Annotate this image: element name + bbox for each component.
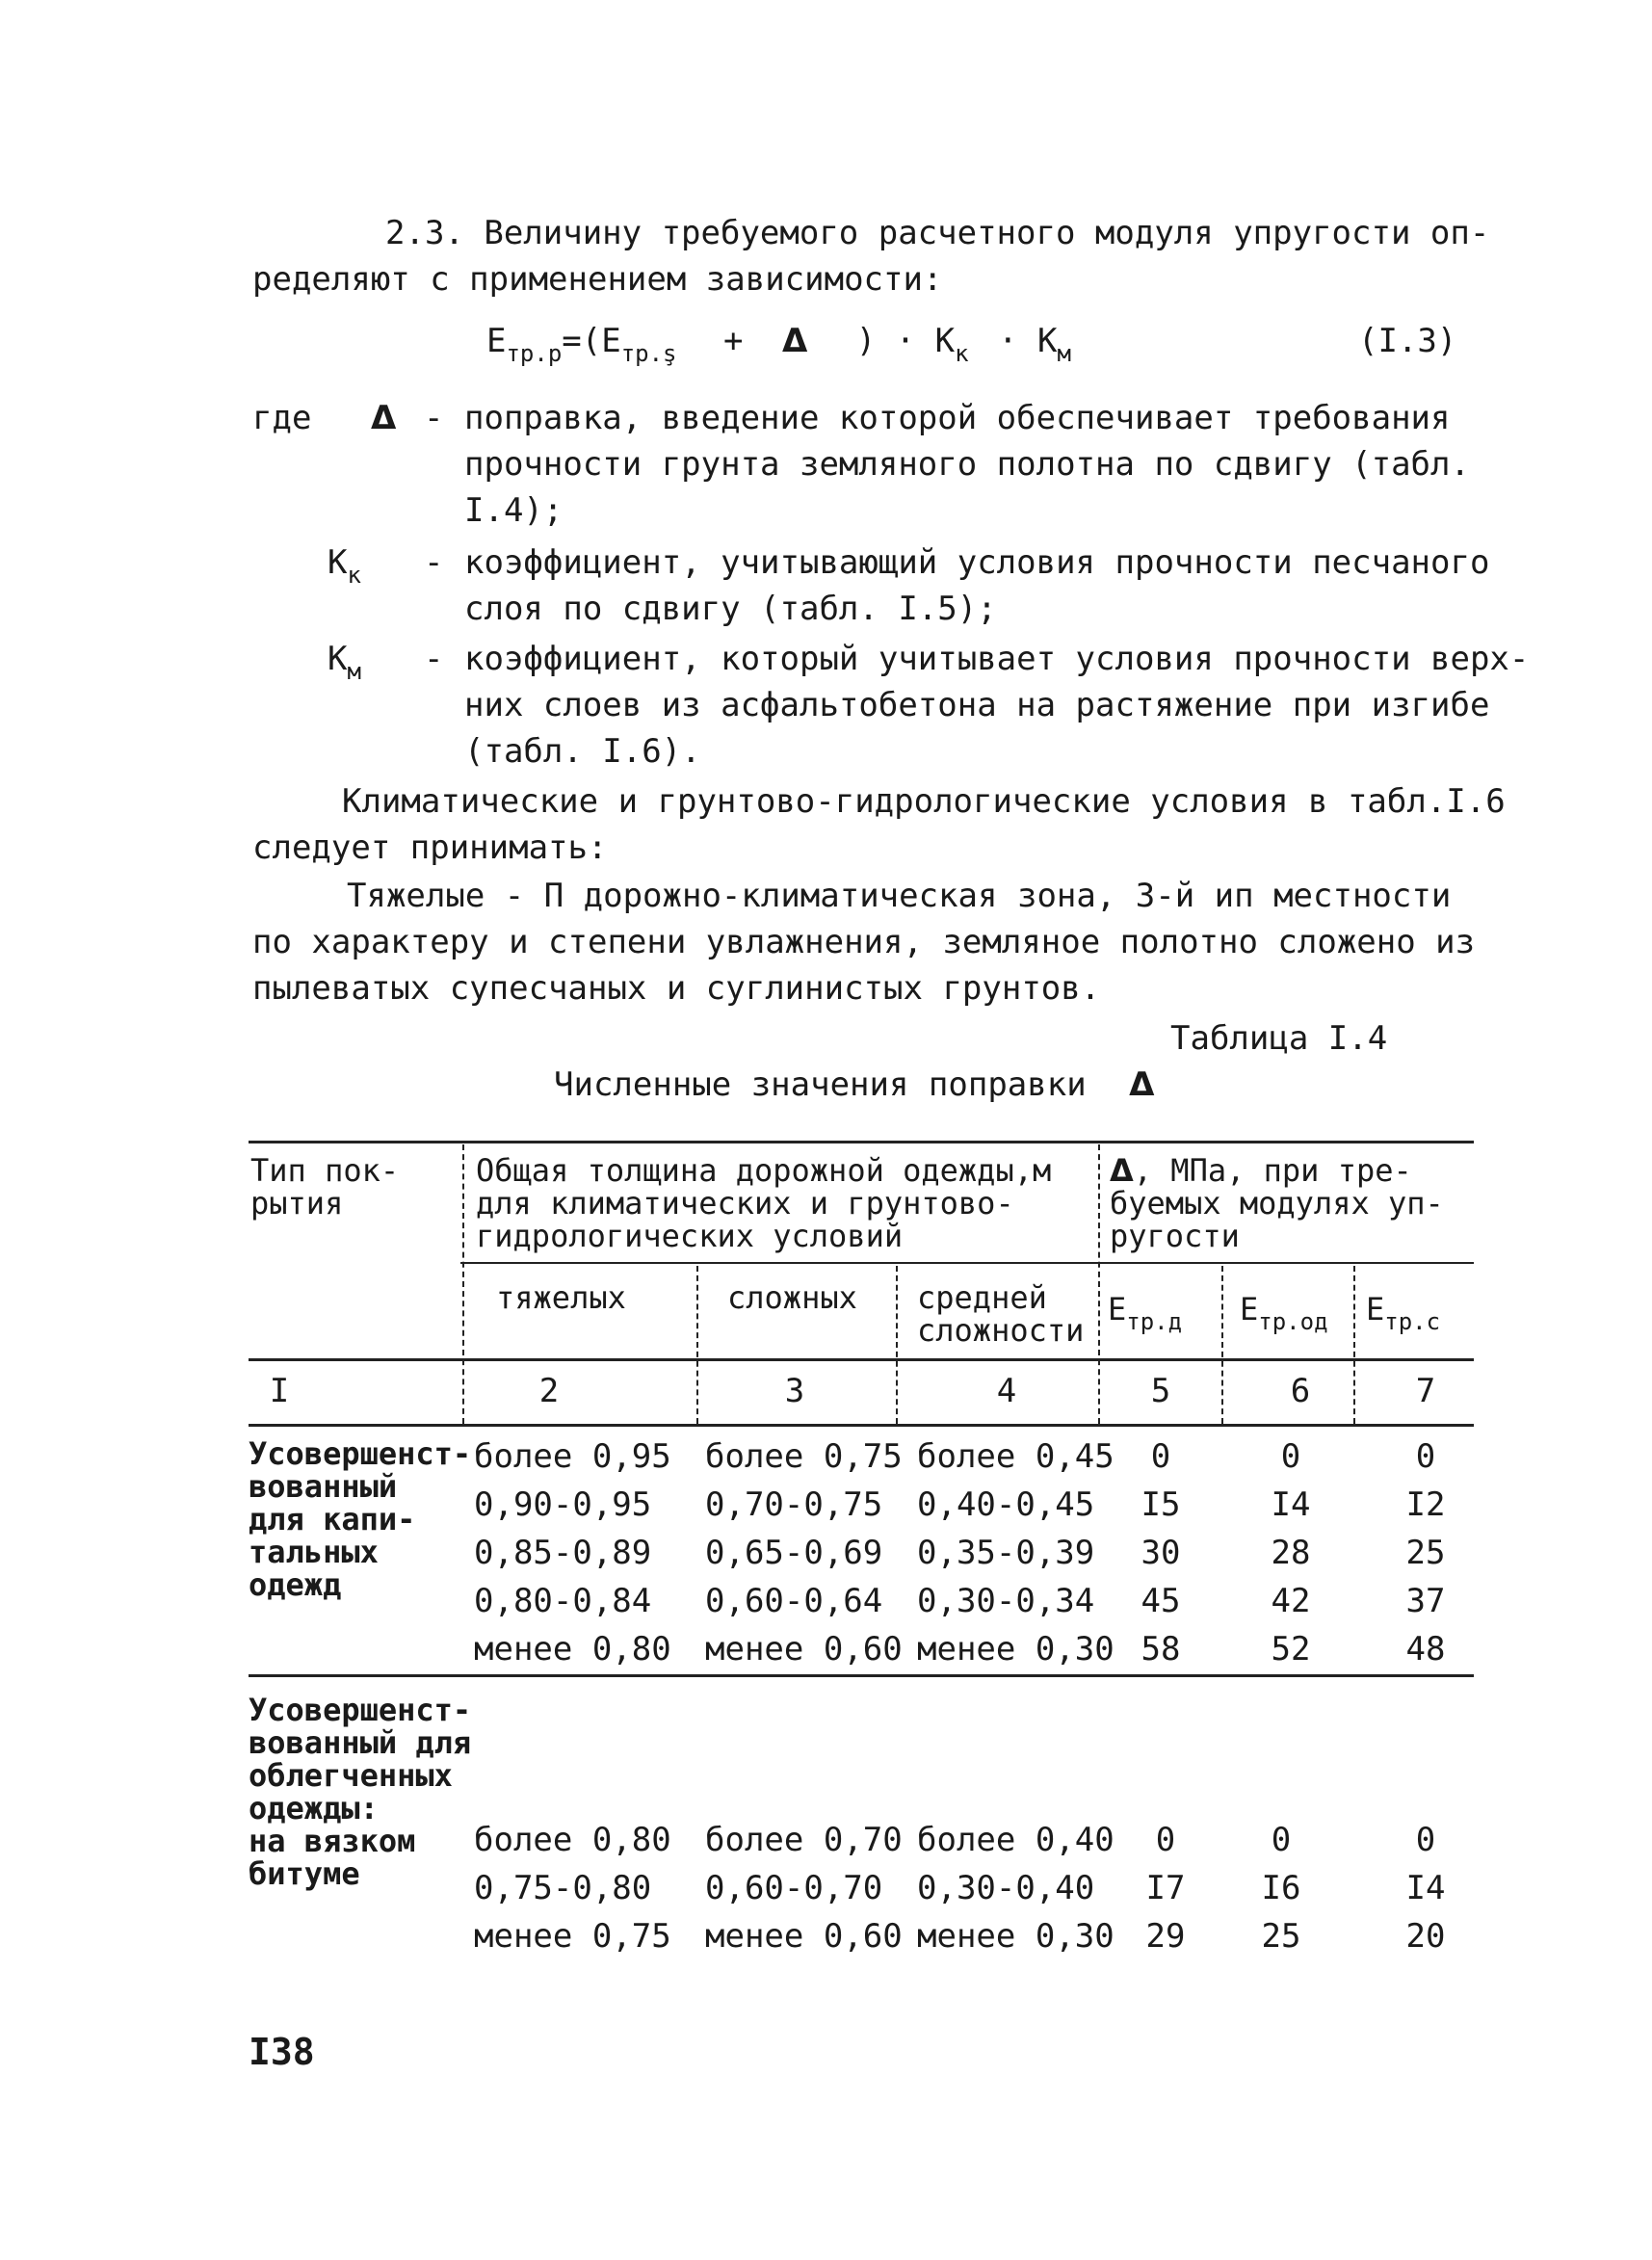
paragraph2-line-3: пылеватых супесчаных и суглинистых грунтов. [252,969,1101,1008]
table-vline-2 [1098,1144,1100,1424]
cell-etr-c: 20 [1405,1917,1446,1956]
section-line-2: ределяют с применением зависимости: [252,260,943,299]
formula-etr-sub: тр.ş [620,340,677,367]
header-medium-line-1: средней [917,1279,1047,1316]
header-medium-line-2: сложности [917,1312,1085,1349]
table-numbers-rule [249,1424,1474,1427]
delta-symbol: Δ [781,322,808,360]
cell-complex: менее 0,60 [705,1630,903,1669]
header-thickness-line-3: гидрологических условий [476,1218,904,1254]
group1-label-2: вованный [249,1468,398,1505]
col-num-3: 3 [784,1372,805,1410]
group2-label-3: облегченных [249,1757,453,1794]
cell-complex: более 0,75 [705,1437,903,1476]
col-num-5: 5 [1150,1372,1171,1410]
cell-etr-c: I4 [1405,1869,1446,1907]
cell-complex: 0,65-0,69 [705,1534,883,1572]
header-etr-d: $E_{тр.д}$ [1108,1291,1183,1335]
col-num-1: I [269,1372,290,1410]
table-label: Таблица I.4 [1170,1019,1388,1058]
group2-label-2: вованный для [249,1724,472,1761]
cell-complex: 0,60-0,64 [705,1582,883,1620]
def-kk-symbol: $К_к$ [328,543,361,589]
group1-label-1: Усовершенст- [249,1435,472,1472]
def-km-line-3: (табл. I.6). [464,732,701,771]
cell-etr-d: 0 [1150,1437,1171,1476]
cell-etr-d: 0 [1155,1821,1176,1859]
def-delta-symbol: Δ [371,399,397,437]
group1-label-5: одежд [249,1566,342,1603]
cell-etr-d: I5 [1141,1485,1181,1524]
table-vline-5 [1221,1266,1223,1424]
def-delta-line-2: прочности грунта земляного полотна по сдвигу (табл. [464,445,1470,484]
cell-etr-d: I7 [1145,1869,1186,1907]
cell-etr-c: 0 [1415,1437,1436,1476]
cell-etr-d: 29 [1145,1917,1186,1956]
header-thickness-line-2: для климатических и грунтово- [476,1185,1014,1222]
cell-medium: менее 0,30 [917,1630,1114,1669]
cell-etr-od: 42 [1271,1582,1311,1620]
cell-etr-c: 25 [1405,1534,1446,1572]
header-complex: сложных [727,1279,857,1316]
cell-medium: более 0,40 [917,1821,1114,1859]
header-delta-line-2: буемых модулях уп- [1110,1185,1444,1222]
col-num-7: 7 [1415,1372,1436,1410]
cell-etr-c: 48 [1405,1630,1446,1669]
caption-delta-symbol: Δ [1129,1065,1155,1104]
cell-medium: 0,35-0,39 [917,1534,1095,1572]
header-delta-symbol: Δ [1110,1152,1134,1189]
cell-heavy: 0,80-0,84 [474,1582,652,1620]
paragraph1-line-1: Климатические и грунтово-гидрологические условия в табл.I.6 [342,782,1506,821]
table-group-rule [249,1674,1474,1677]
paragraph1-line-2: следует принимать: [252,828,608,867]
header-heavy: тяжелых [496,1279,626,1316]
table-top-rule [249,1141,1474,1143]
table-subheader-rule [460,1262,1474,1264]
table-vline-1 [462,1144,464,1424]
formula-km: · К [998,322,1058,360]
paragraph2-line-2: по характеру и степени увлажнения, земляное полотно сложено из [252,923,1476,961]
def-dash-2: - [424,543,444,582]
cell-complex: более 0,70 [705,1821,903,1859]
col-num-2: 2 [538,1372,560,1410]
paragraph2-line-1: Тяжелые - П дорожно-климатическая зона, 3-й ип местности [347,877,1452,915]
table-header-rule [249,1358,1474,1361]
formula [486,318,1071,377]
cell-etr-od: 0 [1280,1437,1301,1476]
cell-etr-d: 58 [1141,1630,1181,1669]
cell-complex: менее 0,60 [705,1917,903,1956]
header-etr-od: $E_{тр.од}$ [1240,1291,1328,1335]
header-type-line-1: Тип пок- [250,1152,400,1189]
group2-label-6: битуме [249,1855,360,1892]
cell-complex: 0,70-0,75 [705,1485,883,1524]
cell-medium: 0,30-0,40 [917,1869,1095,1907]
cell-etr-c: 0 [1415,1821,1436,1859]
col-num-4: 4 [996,1372,1017,1410]
cell-heavy: 0,90-0,95 [474,1485,652,1524]
header-etr-c: $E_{тр.с}$ [1366,1291,1441,1335]
cell-medium: менее 0,30 [917,1917,1114,1956]
formula-plus: + [722,322,744,360]
table-vline-3 [696,1266,698,1424]
cell-etr-c: 37 [1405,1582,1446,1620]
formula-e: E [486,322,507,360]
header-thickness-line-1: Общая толщина дорожной одежды,м [476,1152,1052,1189]
cell-heavy: более 0,95 [474,1437,671,1476]
group2-label-5: на вязком [249,1823,416,1859]
header-delta-text-1: , МПа, при тре- [1133,1152,1412,1189]
def-kk-line-1: коэффициент, учитывающий условия прочности песчаного [464,543,1490,582]
cell-heavy: 0,75-0,80 [474,1869,652,1907]
header-delta-line-1 [1110,1154,1412,1187]
cell-etr-od: 28 [1271,1534,1311,1572]
def-delta-line-1: поправка, введение которой обеспечивает требования [464,399,1451,437]
def-dash-1: - [424,399,444,437]
header-type-line-2: рытия [250,1185,344,1222]
cell-heavy: менее 0,75 [474,1917,671,1956]
cell-etr-d: 45 [1141,1582,1181,1620]
cell-heavy: более 0,80 [474,1821,671,1859]
table-caption-text: Численные значения поправки [554,1065,1087,1104]
group2-label-4: одежды: [249,1790,379,1826]
formula-kk-sub: к [955,340,969,367]
where-label: где [252,399,312,437]
header-delta-line-3: ругости [1110,1218,1240,1254]
def-delta-line-3: I.4); [464,491,564,530]
formula-km-sub: м [1057,340,1071,367]
cell-medium: 0,30-0,34 [917,1582,1095,1620]
def-km-line-2: них слоев из асфальтобетона на растяжение при изгибе [464,686,1490,724]
formula-eq: =(E [562,322,621,360]
cell-medium: более 0,45 [917,1437,1114,1476]
cell-etr-od: 25 [1261,1917,1301,1956]
formula-kk: ) · К [855,322,956,360]
cell-etr-c: I2 [1405,1485,1446,1524]
formula-number: (I.3) [1358,322,1457,360]
cell-etr-od: 52 [1271,1630,1311,1669]
table-vline-4 [896,1266,898,1424]
table-caption [554,1062,1155,1108]
def-dash-3: - [424,640,444,678]
cell-heavy: менее 0,80 [474,1630,671,1669]
formula-e-sub: тр.р [506,340,563,367]
col-num-6: 6 [1290,1372,1311,1410]
cell-heavy: 0,85-0,89 [474,1534,652,1572]
group1-label-3: для капи- [249,1501,416,1537]
group2-label-1: Усовершенст- [249,1692,472,1728]
cell-etr-od: 0 [1271,1821,1292,1859]
cell-medium: 0,40-0,45 [917,1485,1095,1524]
def-km-line-1: коэффициент, который учитывает условия прочности верх- [464,640,1530,678]
table-vline-6 [1353,1266,1355,1424]
cell-etr-od: I4 [1271,1485,1311,1524]
section-line-1: 2.3. Величину требуемого расчетного модуля упругости оп- [385,214,1490,252]
def-kk-line-2: слоя по сдвигу (табл. I.5); [464,590,997,628]
cell-etr-d: 30 [1141,1534,1181,1572]
group1-label-4: тальных [249,1534,379,1570]
page-number: I38 [249,2031,315,2073]
def-km-symbol: $К_м$ [328,640,361,685]
cell-complex: 0,60-0,70 [705,1869,883,1907]
cell-etr-od: I6 [1261,1869,1301,1907]
